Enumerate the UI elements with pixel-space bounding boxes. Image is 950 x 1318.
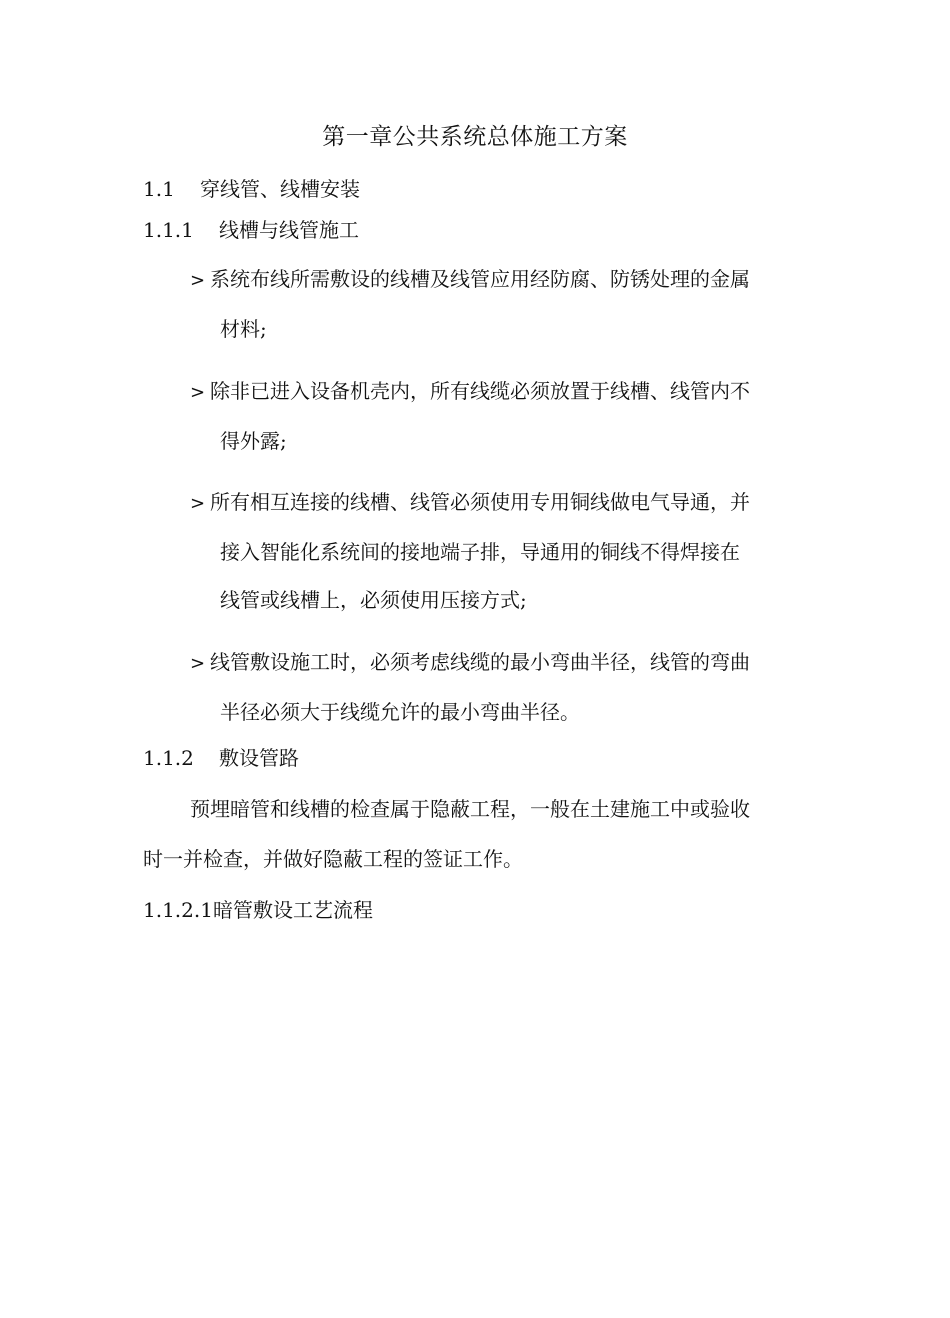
bullet-marker: > xyxy=(190,653,206,674)
section-heading-1-1-1 xyxy=(143,215,359,245)
section-title: 线槽与线管施工 xyxy=(219,218,359,242)
bullet-line xyxy=(190,367,805,417)
bullet-text: 线管敷设施工时，必须考虑线缆的最小弯曲半径，线管的弯曲 xyxy=(210,650,750,674)
bullet-line: 得外露; xyxy=(220,429,287,453)
bullet-line: 半径必须大于线缆允许的最小弯曲半径。 xyxy=(220,700,580,724)
section-number: 1.1 xyxy=(143,177,175,201)
section-title: 敷设管路 xyxy=(219,746,299,770)
bullet-line xyxy=(190,638,805,688)
bullet-line: 接入智能化系统间的接地端子排，导通用的铜线不得焊接在 xyxy=(220,540,740,564)
bullet-line: 线管或线槽上，必须使用压接方式; xyxy=(220,588,527,612)
bullet-item xyxy=(190,478,805,624)
bullet-item xyxy=(190,638,805,736)
paragraph-line: 时一并检查，并做好隐蔽工程的签证工作。 xyxy=(143,847,523,871)
section-number: 1.1.2 xyxy=(143,746,194,770)
section-title: 穿线管、线槽安装 xyxy=(200,177,360,201)
bullet-marker: > xyxy=(190,493,206,514)
bullet-line xyxy=(190,478,805,528)
section-number: 1.1.1 xyxy=(143,218,194,242)
bullet-line: 材料; xyxy=(220,317,267,341)
bullet-line xyxy=(190,255,805,305)
bullet-item xyxy=(190,255,805,353)
bullet-marker: > xyxy=(190,270,206,291)
bullet-text: 除非已进入设备机壳内，所有线缆必须放置于线槽、线管内不 xyxy=(210,379,750,403)
section-heading-1-1 xyxy=(143,174,360,204)
bullet-marker: > xyxy=(190,382,206,403)
bullet-text: 系统布线所需敷设的线槽及线管应用经防腐、防锈处理的金属 xyxy=(210,267,750,291)
paragraph-line: 预埋暗管和线槽的检查属于隐蔽工程，一般在土建施工中或验收 xyxy=(190,797,750,821)
bullet-item xyxy=(190,367,805,465)
body-paragraph xyxy=(143,784,805,884)
bullet-text: 所有相互连接的线槽、线管必须使用专用铜线做电气导通，并 xyxy=(210,490,750,514)
section-heading-1-1-2-1: 1.1.2.1暗管敷设工艺流程 xyxy=(143,898,373,922)
page-title: 第一章公共系统总体施工方案 xyxy=(322,124,628,150)
section-heading-1-1-2 xyxy=(143,743,299,773)
